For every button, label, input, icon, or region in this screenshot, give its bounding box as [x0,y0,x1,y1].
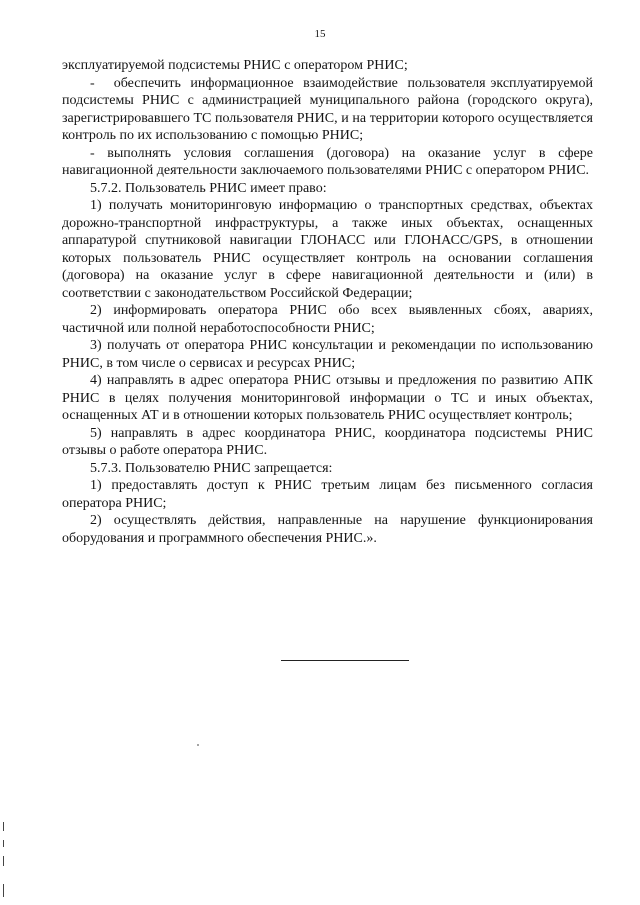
scan-artifact [197,744,199,746]
list-item: 1) получать мониторинговую информацию о транспортных средствах, объектах дорожно-транспортной инфраструктуры, а также иных объектах, оснащенных аппаратурой спутниковой навигации ГЛОНАСС или ГЛОНАСС/GPS, в отношении которых пользователь РНИС осуществляет контроль на основании соглашения (договора) на оказание услуг в сфере навигационной деятельности и (или) в соответствии с законодательством Российской Федерации; [62,198,593,301]
scan-artifact [3,884,4,897]
list-item: 2) осуществлять действия, направленные на нарушение функционирования оборудования и программного обеспечения РНИС.». [62,513,593,546]
list-item: 3) получать от оператора РНИС консультации и рекомендации по использованию РНИС, в том числе о сервисах и ресурсах РНИС; [62,338,593,371]
section-heading: 5.7.2. Пользователь РНИС имеет право: [90,180,327,196]
paragraph: - обеспечить информационное взаимодействие пользователя эксплуатируемой подсистемы РНИС с администрацией муниципального района (городского округа), зарегистрировавшего ТС пользователя РНИС, и на территории которого осуществляется контроль по их использованию с помощью РНИС; [62,75,593,143]
paragraph: эксплуатируемой подсистемы РНИС с оператором РНИС; [62,58,408,73]
separator-line [281,660,409,661]
list-item: 4) направлять в адрес оператора РНИС отзывы и предложения по развитию АПК РНИС в целях получения мониторинговой информации о ТС и иных объектах, оснащенных АТ и в отношении которых пользователь РНИС осуществляет контроль; [62,373,593,423]
page-number: 15 [314,28,326,40]
list-item: 2) информировать оператора РНИС обо всех выявленных сбоях, авариях, частичной или полной неработоспособности РНИС; [62,303,593,336]
scan-artifact [3,822,4,831]
scan-artifact [3,840,4,847]
scan-artifact [3,856,4,866]
body-text [62,57,593,547]
section-heading: 5.7.3. Пользователю РНИС запрещается: [90,460,333,476]
list-item: 1) предоставлять доступ к РНИС третьим лицам без письменного согласия оператора РНИС; [62,478,593,511]
list-item: 5) направлять в адрес координатора РНИС, координатора подсистемы РНИС отзывы о работе оператора РНИС. [62,425,593,458]
paragraph: - выполнять условия соглашения (договора) на оказание услуг в сфере навигационной деятельности заключаемого пользователями РНИС с оператором РНИС. [62,145,593,178]
